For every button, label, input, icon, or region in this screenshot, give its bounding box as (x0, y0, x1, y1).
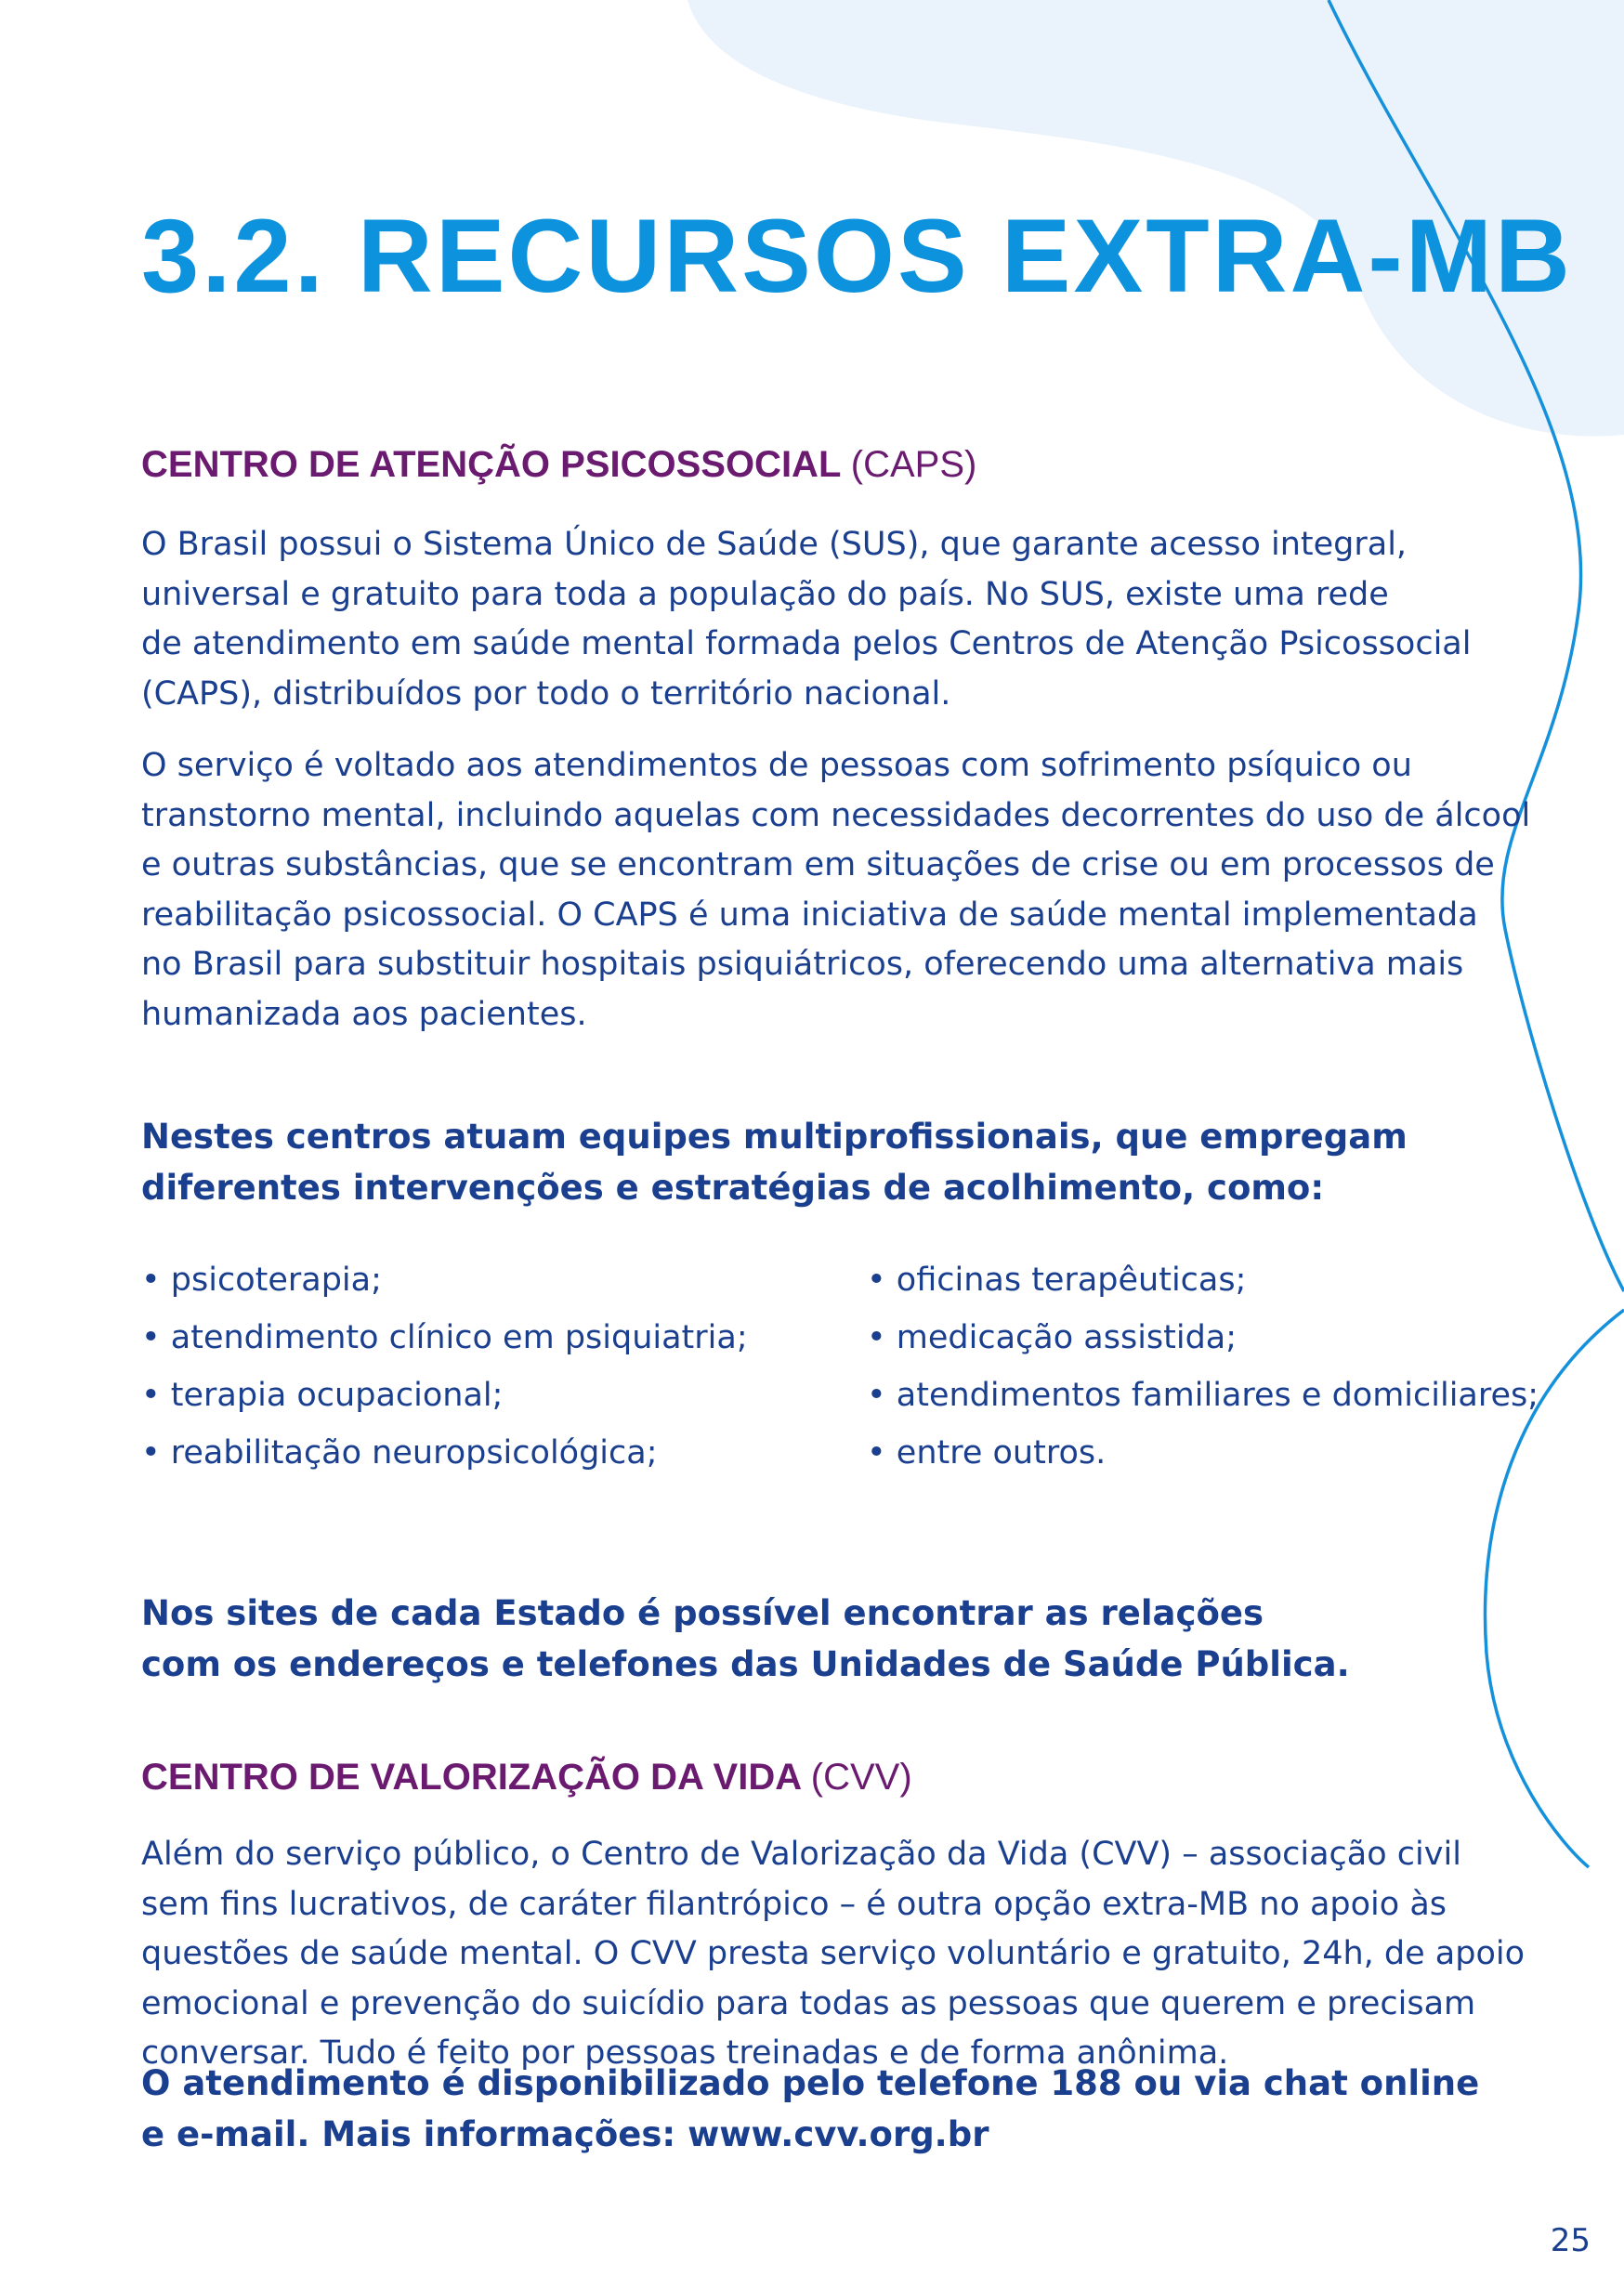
list-item: • atendimento clínico em psiquiatria; (141, 1309, 748, 1367)
caps-acronym: (CAPS) (850, 444, 977, 485)
text-line: O atendimento é disponibilizado pelo telefone 188 ou via chat online (141, 2063, 1480, 2103)
list-item: • terapia ocupacional; (141, 1367, 748, 1424)
caps-section-heading (141, 446, 976, 483)
text-line: emocional e prevenção do suicídio para todas as pessoas que querem e precisam (141, 1984, 1476, 2022)
text-line: e outras substâncias, que se encontram em situações de crise ou em processos de (141, 846, 1495, 883)
caps-note (141, 1588, 1350, 1690)
text-line: (CAPS), distribuídos por todo o território nacional. (141, 674, 951, 713)
cvv-contact (141, 2058, 1479, 2160)
list-item: • medicação assistida; (867, 1309, 1539, 1367)
cvv-acronym: (CVV) (810, 1757, 912, 1798)
text-line: Nos sites de cada Estado é possível encontrar as relações (141, 1593, 1264, 1633)
text-line: transtorno mental, incluindo aquelas com necessidades decorrentes do uso de álcool (141, 796, 1531, 834)
list-item: • entre outros. (867, 1424, 1539, 1482)
text-line: universal e gratuito para toda a população do país. No SUS, existe uma rede (141, 575, 1389, 613)
text-line: Nestes centros atuam equipes multiprofissionais, que empregam (141, 1117, 1408, 1157)
list-item: • oficinas terapêuticas; (867, 1251, 1539, 1309)
text-line: questões de saúde mental. O CVV presta serviço voluntário e gratuito, 24h, de apoio (141, 1935, 1526, 1972)
text-line: O Brasil possui o Sistema Único de Saúde (SUS), que garante acesso integral, (141, 526, 1408, 563)
text-line: sem fins lucrativos, de caráter filantrópico – é outra opção extra-MB no apoio às (141, 1885, 1447, 1923)
text-line: O serviço é voltado aos atendimentos de pessoas com sofrimento psíquico ou (141, 747, 1412, 784)
caps-heading-text: CENTRO DE ATENÇÃO PSICOSSOCIAL (141, 444, 841, 485)
page-title: 3.2. RECURSOS EXTRA-MB (141, 198, 1573, 314)
text-line: reabilitação psicossocial. O CAPS é uma iniciativa de saúde mental implementada (141, 896, 1478, 934)
page-number: 25 (1550, 2222, 1591, 2259)
cvv-heading-text: CENTRO DE VALORIZAÇÃO DA VIDA (141, 1757, 801, 1798)
text-line: diferentes intervenções e estratégias de acolhimento, como: (141, 1168, 1325, 1208)
list-item: • atendimentos familiares e domiciliares; (867, 1367, 1539, 1424)
list-item: • psicoterapia; (141, 1251, 748, 1309)
text-line: de atendimento em saúde mental formada pelos Centros de Atenção Psicossocial (141, 625, 1472, 662)
caps-bullet-list-left (141, 1251, 748, 1482)
list-item: • reabilitação neuropsicológica; (141, 1424, 748, 1482)
text-line: com os endereços e telefones das Unidades de Saúde Pública. (141, 1644, 1350, 1684)
caps-paragraph-2 (141, 741, 1531, 1040)
cvv-section-heading (141, 1759, 912, 1796)
caps-paragraph-1 (141, 520, 1516, 719)
cvv-paragraph (141, 1830, 1526, 2079)
text-line: no Brasil para substituir hospitais psiquiátricos, oferecendo uma alternativa mais (141, 946, 1464, 983)
text-line: e e-mail. Mais informações: www.cvv.org.br (141, 2114, 989, 2154)
text-line: humanizada aos pacientes. (141, 995, 587, 1033)
text-line: conversar. Tudo é feito por pessoas treinadas e de forma anônima. (141, 2034, 1229, 2072)
caps-bullet-list-right (867, 1251, 1539, 1482)
caps-lead (141, 1111, 1408, 1213)
text-line: Além do serviço público, o Centro de Valorização da Vida (CVV) – associação civil (141, 1836, 1461, 1873)
